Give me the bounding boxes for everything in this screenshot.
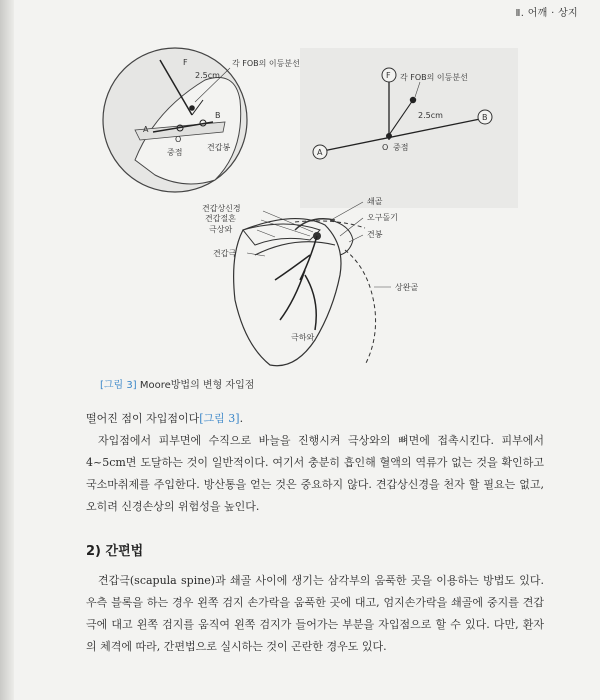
caption-text: Moore방법의 변형 자입점 xyxy=(136,380,255,391)
right-b-label: B xyxy=(482,113,488,122)
figure-reference-link[interactable]: [그림 3] xyxy=(199,412,240,425)
acromion-label: 견봉 xyxy=(367,230,383,239)
right-a-label: A xyxy=(317,148,323,157)
left-b-label: B xyxy=(215,111,221,120)
left-fob-label: 각 FOB의 이등분선 xyxy=(232,59,300,68)
figure-3 xyxy=(95,40,525,385)
scapula-illustration xyxy=(202,196,418,366)
paragraph-2: 자입점에서 피부면에 수직으로 바늘을 진행시켜 극상와의 뼈면에 접촉시킨다. 피부에서 4~5cm면 도달하는 것이 일반적이다. 여기서 충분히 흡인해 혈액의 역류가 없는 것을 확인하고 국소마취제를 주입한다. 방산통을 얻는 것은 중요하지 않다. 견갑상신경을 천자 할 필요는 없고, 오히려 신경손상의 위험성을 높인다. xyxy=(86,434,544,513)
paragraph-1-end: . xyxy=(239,412,244,425)
left-dist-label: 2.5cm xyxy=(195,71,220,80)
page-gutter-shadow xyxy=(0,0,14,700)
caption-tag: [그림 3] xyxy=(100,380,137,391)
coracoid-label: 오구돌기 xyxy=(367,213,398,222)
clavicle-label: 쇄골 xyxy=(367,197,383,206)
supraspinous-fossa-label: 극상와 xyxy=(209,225,233,234)
moore-method-illustration xyxy=(95,40,525,385)
left-o-label: O xyxy=(175,135,182,144)
left-f-label: F xyxy=(183,58,188,67)
left-acromion-label: 견갑봉 xyxy=(207,143,231,152)
paragraph-1-text: 떨어진 점이 자입점이다 xyxy=(86,412,200,425)
right-geometry-diagram xyxy=(300,48,518,208)
right-dist-label: 2.5cm xyxy=(418,111,443,120)
section-heading: 2) 간편법 xyxy=(86,544,144,559)
left-a-label: A xyxy=(143,125,149,134)
paragraph-3: 견갑극(scapula spine)과 쇄골 사이에 생기는 삼각부의 움푹한 곳을 이용하는 방법도 있다. 우측 블록을 하는 경우 왼쪽 검지 손가락을 움푹한 곳에 대고, 엄지손가락을 쇄골에 중지를 견갑극에 대고 왼쪽 검지를 움직여 왼쪽 검지가 들어가는 부분을 자입점으로 할 수 있다. 다만, 환자의 체격에 따라, 간편법으로 실시하는 것이 곤란한 경우도 있다. xyxy=(86,574,544,653)
right-fob-label: 각 FOB의 이등분선 xyxy=(400,73,468,82)
left-circle-detail xyxy=(103,48,300,192)
right-o-label: O xyxy=(382,143,389,152)
figure-caption xyxy=(100,376,254,391)
scapular-notch-label: 견갑절흔 xyxy=(205,214,236,223)
suprascapular-nerve-label: 견갑상신경 xyxy=(202,204,241,213)
scapular-spine-label: 견갑극 xyxy=(213,249,237,258)
right-f-label: F xyxy=(386,71,391,80)
humerus-label: 상완골 xyxy=(395,283,419,292)
running-header: Ⅱ. 어깨 · 상지 xyxy=(515,8,578,19)
infraspinous-fossa-label: 극하와 xyxy=(291,333,315,342)
right-center-label: 중점 xyxy=(393,143,409,152)
paragraph-1 xyxy=(86,408,544,430)
left-center-label: 중점 xyxy=(167,148,183,157)
